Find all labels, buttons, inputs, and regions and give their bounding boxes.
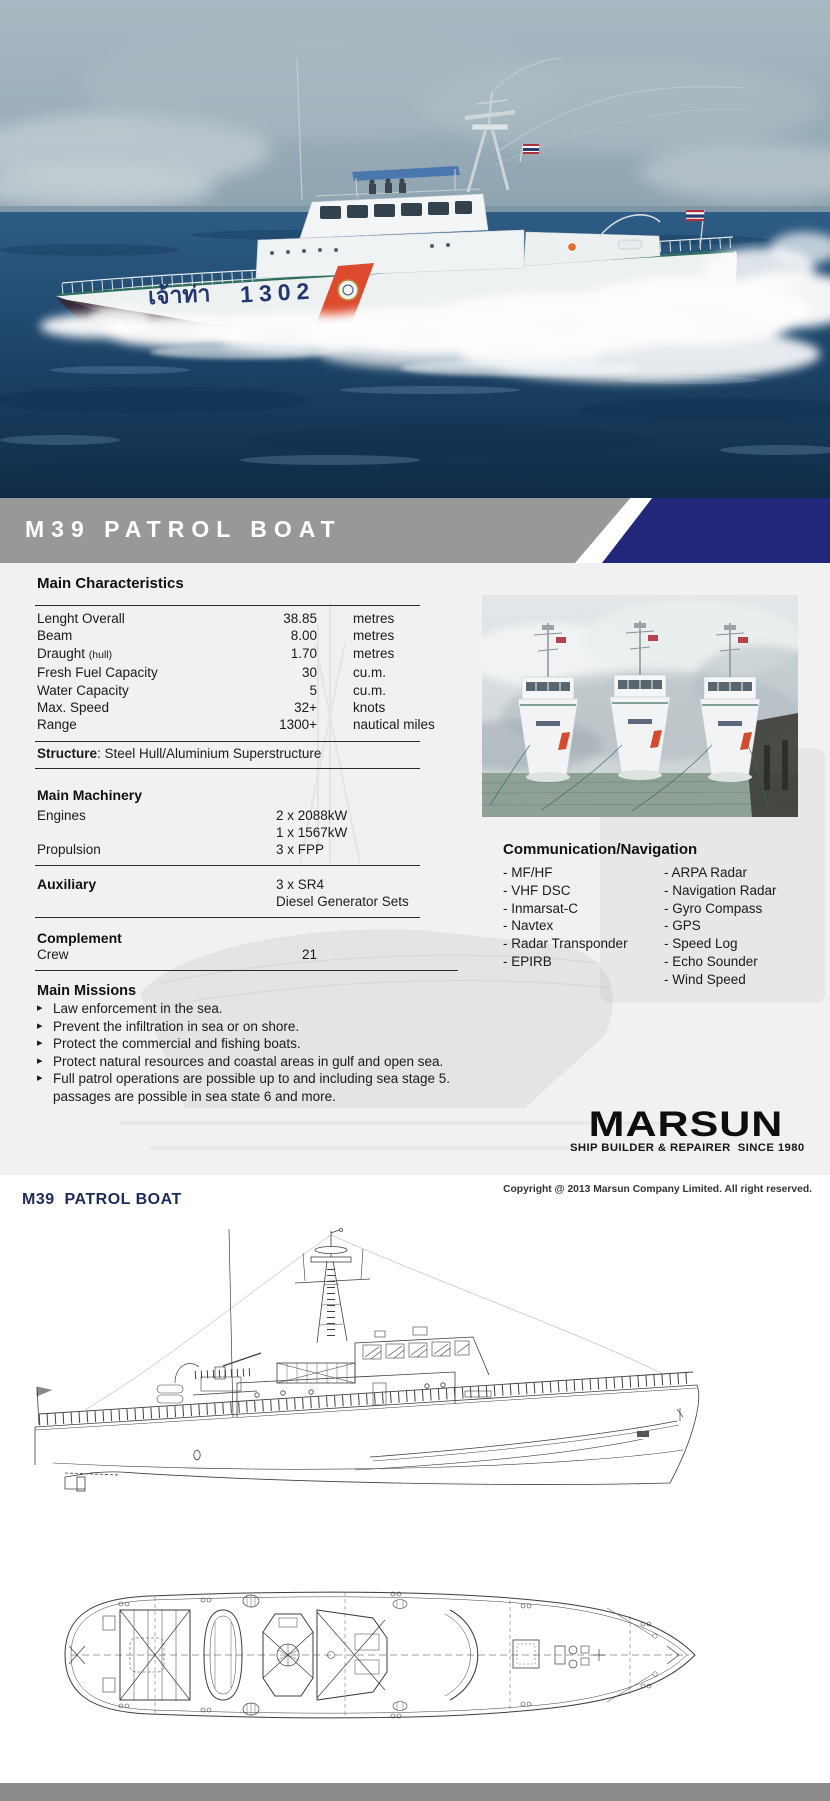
list-item: ▸ Protect natural resources and coastal areas in gulf and open sea.	[37, 1053, 444, 1069]
row-label: Propulsion	[37, 842, 101, 858]
row-value: 5	[309, 682, 317, 698]
row-value: 1 x 1567kW	[276, 825, 348, 841]
list-item: - Gyro Compass	[664, 900, 763, 916]
comm-nav-heading: Communication/Navigation	[503, 841, 698, 858]
side-profile-drawing	[25, 1225, 715, 1505]
structure-value: : Steel Hull/Aluminium Superstructure	[97, 746, 322, 761]
triangle-bullet-icon: ▸	[37, 1037, 43, 1050]
drawings-section	[0, 1175, 830, 1783]
divider	[35, 917, 420, 918]
three-boats-photo-illustration	[482, 595, 798, 817]
divider	[35, 768, 420, 769]
page-title: M39 PATROL BOAT	[25, 516, 342, 542]
row-value: 21	[301, 947, 317, 962]
row-label: Crew	[37, 947, 69, 962]
list-item: - EPIRB	[503, 953, 552, 969]
table-row	[37, 893, 457, 910]
list-item: - Wind Speed	[664, 971, 746, 987]
thai-flag-stern	[686, 210, 704, 221]
row-unit: nautical miles	[353, 717, 435, 733]
table-row	[37, 876, 457, 893]
list-item: - Radar Transponder	[503, 936, 628, 952]
table-row	[37, 610, 457, 627]
main-machinery-section	[37, 787, 457, 859]
divider	[35, 741, 420, 742]
table-row	[37, 664, 457, 681]
row-label: Lenght Overall	[37, 611, 125, 626]
title-banner	[0, 498, 830, 563]
table-row	[37, 807, 457, 824]
triangle-bullet-icon: ▸	[37, 1054, 43, 1067]
table-row	[37, 627, 457, 644]
row-value: 1.70	[290, 645, 317, 661]
footer-bar	[0, 1783, 830, 1801]
structure-label: Structure	[37, 746, 98, 761]
row-label: Max. Speed	[37, 700, 110, 716]
row-label	[37, 824, 276, 841]
list-item: - MF/HF	[503, 865, 553, 880]
patrol-boat-photo-illustration	[0, 0, 830, 498]
list-item: ▸ Law enforcement in the sea.	[37, 1001, 223, 1016]
table-row	[37, 716, 457, 733]
row-value: 8.00	[290, 628, 317, 644]
fleet-inset-photo	[482, 595, 798, 817]
comm-nav-right-list	[664, 864, 777, 989]
thai-flag-mast	[523, 144, 539, 154]
auxiliary-section	[37, 876, 457, 911]
row-label: Draught (hull)	[37, 645, 113, 661]
drawings-title: M39 PATROL BOAT	[22, 1191, 182, 1208]
table-row	[37, 946, 457, 963]
table-row	[37, 682, 457, 699]
list-item: ▸ Full patrol operations are possible up to and including sea stage 5. passages are possible in sea state 6 and more.	[37, 1071, 451, 1104]
marsun-logo	[570, 1104, 805, 1154]
list-item: - Inmarsat-C	[503, 900, 579, 916]
row-label: Range	[37, 717, 77, 733]
main-characteristics-table	[37, 610, 457, 734]
hull-text-thai: เจ้าท่า	[147, 280, 212, 310]
row-value: 32+	[294, 700, 317, 716]
list-item: - VHF DSC	[503, 882, 571, 898]
table-row	[37, 645, 457, 664]
auxiliary-value: 3 x SR4	[276, 877, 325, 892]
row-value: 3 x FPP	[276, 842, 325, 858]
row-label: Fresh Fuel Capacity	[37, 665, 158, 681]
main-missions-heading: Main Missions	[37, 983, 137, 999]
deck-plan-drawing	[55, 1575, 700, 1735]
row-value: 38.85	[283, 611, 317, 626]
comm-nav-section	[503, 841, 823, 987]
table-row	[37, 824, 457, 841]
structure-line	[37, 745, 321, 762]
main-machinery-heading: Main Machinery	[37, 787, 143, 803]
complement-heading: Complement	[37, 930, 122, 946]
triangle-bullet-icon: ▸	[37, 1002, 43, 1014]
triangle-bullet-icon: ▸	[37, 1072, 43, 1085]
hero-photo	[0, 0, 830, 498]
list-item: - ARPA Radar	[664, 865, 748, 880]
row-label: Beam	[37, 628, 73, 644]
logo-tagline: SHIP BUILDER & REPAIRER SINCE 1980	[570, 1142, 805, 1154]
row-value: 30	[301, 665, 317, 681]
list-item: - GPS	[664, 918, 701, 934]
row-unit: knots	[353, 700, 386, 716]
main-characteristics-heading: Main Characteristics	[37, 575, 184, 592]
row-unit: metres	[353, 645, 395, 661]
comm-nav-left-list	[503, 864, 628, 971]
list-item: - Echo Sounder	[664, 953, 758, 969]
row-label: Engines	[37, 808, 86, 823]
row-unit: cu.m.	[353, 665, 387, 681]
logo-wordmark: MARSUN	[588, 1104, 784, 1145]
spec-panel	[0, 563, 830, 1175]
row-unit: cu.m.	[353, 682, 387, 698]
complement-section	[37, 930, 457, 963]
list-item: - Navigation Radar	[664, 882, 777, 898]
list-item: - Speed Log	[664, 936, 738, 952]
row-value: 1300+	[279, 717, 317, 733]
row-unit: metres	[353, 628, 395, 644]
auxiliary-heading: Auxiliary	[37, 876, 97, 892]
row-unit: metres	[353, 611, 395, 626]
list-item: - Navtex	[503, 918, 554, 934]
table-row	[37, 841, 457, 858]
list-item: ▸ Prevent the infiltration in sea or on shore.	[37, 1018, 300, 1034]
table-row	[37, 699, 457, 716]
list-item: ▸ Protect the commercial and fishing boats.	[37, 1036, 301, 1052]
divider	[35, 865, 420, 866]
divider	[35, 970, 458, 971]
main-missions-list	[37, 1000, 499, 1106]
row-value: 2 x 2088kW	[276, 808, 348, 823]
auxiliary-value: Diesel Generator Sets	[276, 894, 409, 910]
triangle-bullet-icon: ▸	[37, 1019, 43, 1032]
hull-number: 1302	[239, 277, 316, 308]
divider	[35, 605, 420, 606]
copyright-text: Copyright @ 2013 Marsun Company Limited. All right reserved.	[503, 1184, 812, 1195]
row-label: Water Capacity	[37, 682, 129, 698]
